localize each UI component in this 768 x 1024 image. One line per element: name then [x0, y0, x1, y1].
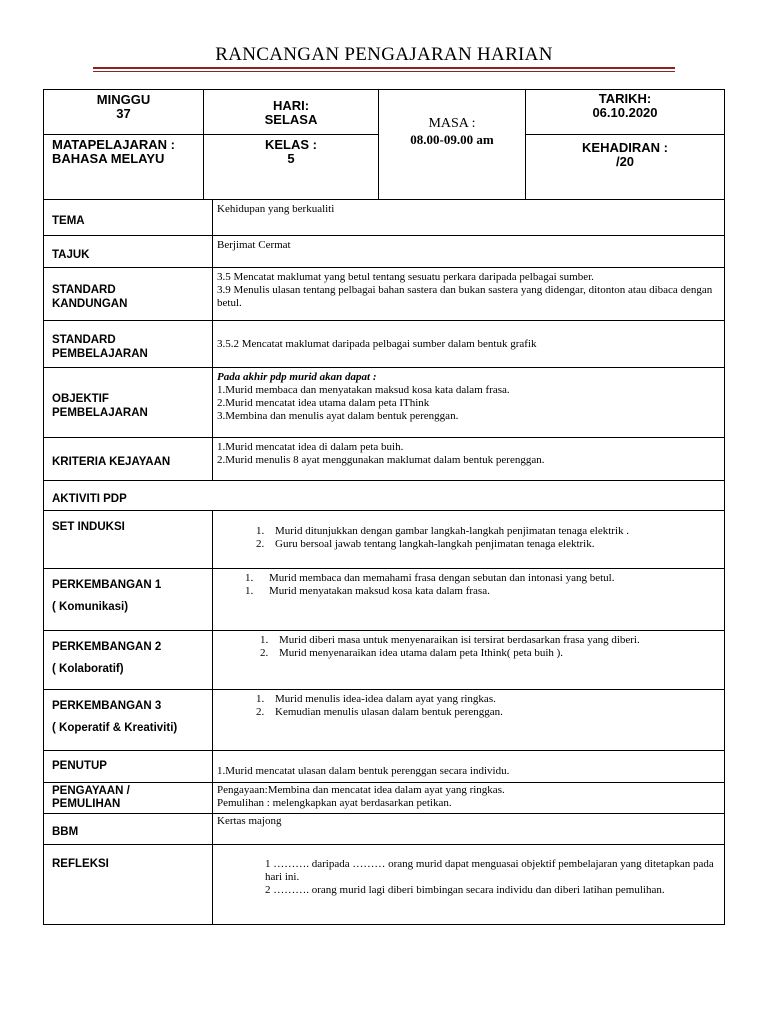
perkembangan-3-text — [213, 690, 725, 751]
refleksi-line2: 2 ………. orang murid lagi diberi bimbingan secara individu dan diberi latihan pemulihan. — [265, 884, 665, 896]
objektif-item: 1.Murid membaca dan menyatakan maksud kosa kata dalam frasa. — [217, 384, 510, 396]
refleksi-text — [213, 845, 725, 925]
list-number: 1. — [245, 572, 254, 584]
p1-subtitle: ( Komunikasi) — [52, 601, 129, 613]
p3-subtitle: ( Koperatif & Kreativiti) — [52, 722, 178, 734]
matapelajaran-cell — [43, 134, 204, 200]
masa-value: 08.00-09.00 am — [410, 132, 494, 147]
tajuk-label: TAJUK — [44, 236, 213, 268]
bbm-label: BBM — [44, 814, 213, 845]
p1-item: Murid membaca dan memahami frasa dengan sebutan dan intonasi yang betul. — [269, 572, 615, 584]
sk-line1: 3.5 Mencatat maklumat yang betul tentang sesuatu perkara daripada pelbagai sumber. — [217, 271, 594, 283]
kehadiran-cell — [525, 134, 725, 200]
tema-text: Kehidupan yang berkualiti — [213, 200, 725, 236]
objektif-item: 2.Murid mencatat idea utama dalam peta IThink — [217, 397, 430, 409]
table-row — [44, 783, 725, 814]
kelas-cell — [203, 134, 379, 200]
hari-cell — [203, 89, 379, 135]
list-item: 2. Kemudian menulis ulasan dalam bentuk perenggan. — [267, 706, 720, 719]
p3-title: PERKEMBANGAN 3 — [52, 700, 162, 712]
p2-list — [217, 634, 720, 660]
bbm-text: Kertas majong — [213, 814, 725, 845]
kriteria-label: KRITERIA KEJAYAAN — [44, 438, 213, 481]
kehadiran-value: /20 — [615, 154, 635, 169]
table-row — [44, 268, 725, 321]
penutup-text: 1.Murid mencatat ulasan dalam bentuk perenggan secara individu. — [213, 751, 725, 783]
objektif-text — [213, 368, 725, 438]
p2-subtitle: ( Kolaboratif) — [52, 663, 124, 675]
table-row — [44, 814, 725, 845]
hari-label: HARI: — [272, 98, 310, 113]
table-row — [44, 200, 725, 236]
minggu-label: MINGGU — [96, 92, 151, 107]
list-item: 1. Murid diberi masa untuk menyenaraikan isi tersirat berdasarkan frasa yang diberi. — [271, 634, 720, 647]
title-rule-thin — [93, 71, 675, 72]
p2-title: PERKEMBANGAN 2 — [52, 641, 162, 653]
refleksi-line1: 1 ………. daripada ……… orang murid dapat menguasai objektif pembelajaran yang ditetapkan pada hari ini. — [265, 858, 714, 883]
kehadiran-label: KEHADIRAN : — [582, 140, 668, 155]
perkembangan-2-text — [213, 631, 725, 690]
table-row — [44, 236, 725, 268]
perkembangan-2-label — [44, 631, 213, 690]
sk-label-line2: KANDUNGAN — [52, 298, 128, 310]
tarikh-value: 06.10.2020 — [592, 105, 658, 120]
list-item — [217, 572, 720, 585]
table-row — [44, 751, 725, 783]
table-row — [44, 631, 725, 690]
objektif-label — [44, 368, 213, 438]
table-row — [44, 438, 725, 481]
sp-label-line1: STANDARD — [52, 334, 116, 346]
page-title: RANCANGAN PENGAJARAN HARIAN — [215, 44, 553, 65]
lesson-plan-table — [43, 199, 725, 925]
list-item: 1. Murid menulis idea-idea dalam ayat yang ringkas. — [267, 693, 720, 706]
kelas-value: 5 — [287, 151, 295, 166]
perkembangan-1-text — [213, 569, 725, 631]
table-row — [44, 569, 725, 631]
minggu-cell — [43, 89, 204, 135]
objektif-heading: Pada akhir pdp murid akan dapat : — [217, 371, 377, 383]
refleksi-label: REFLEKSI — [44, 845, 213, 925]
kriteria-item: 1.Murid mencatat idea di dalam peta buih. — [217, 441, 404, 453]
table-row — [44, 481, 725, 511]
hari-value: SELASA — [264, 112, 318, 127]
standard-pembelajaran-text: 3.5.2 Mencatat maklumat daripada pelbagai sumber dalam bentuk grafik — [213, 321, 725, 368]
matapelajaran-value: BAHASA MELAYU — [52, 151, 165, 166]
list-item: 2. Guru bersoal jawab tentang langkah-langkah penjimatan tenaga elektrik. — [267, 538, 720, 551]
table-row — [44, 845, 725, 925]
obj-label-line1: OBJEKTIF — [52, 392, 109, 405]
set-induksi-label: SET INDUKSI — [44, 511, 213, 569]
sk-line2: 3.9 Menulis ulasan tentang pelbagai bahan sastera dan bukan sastera yang didengar, ditonton atau dibaca dengan betul. — [217, 284, 713, 309]
tarikh-cell — [525, 89, 725, 135]
masa-cell — [378, 89, 526, 200]
pengayaan-text — [213, 783, 725, 814]
perkembangan-3-label — [44, 690, 213, 751]
set-induksi-list — [217, 525, 720, 551]
perkembangan-1-label — [44, 569, 213, 631]
tarikh-label: TARIKH: — [598, 91, 652, 106]
objektif-item: 3.Membina dan menulis ayat dalam bentuk perenggan. — [217, 410, 459, 422]
pengayaan-label — [44, 783, 213, 814]
kelas-label: KELAS : — [265, 137, 317, 152]
sp-label-line2: PEMBELAJARAN — [52, 348, 148, 360]
p1-title: PERKEMBANGAN 1 — [52, 579, 162, 591]
penutup-label: PENUTUP — [44, 751, 213, 783]
list-item — [217, 585, 720, 598]
list-item: 1. Murid ditunjukkan dengan gambar langkah-langkah penjimatan tenaga elektrik . — [267, 525, 720, 538]
sk-label-line1: STANDARD — [52, 284, 116, 296]
aktiviti-label: AKTIVITI PDP — [44, 481, 725, 511]
pengayaan-label-line1: PENGAYAAN / — [52, 785, 130, 797]
pengayaan-line2: Pemulihan : melengkapkan ayat berdasarkan petikan. — [217, 797, 452, 809]
set-induksi-text — [213, 511, 725, 569]
pengayaan-line1: Pengayaan:Membina dan mencatat idea dalam ayat yang ringkas. — [217, 784, 505, 796]
tajuk-text: Berjimat Cermat — [213, 236, 725, 268]
table-row — [44, 321, 725, 368]
matapelajaran-label: MATAPELAJARAN : — [52, 137, 176, 152]
list-number: 1. — [245, 585, 254, 597]
standard-pembelajaran-label — [44, 321, 213, 368]
pengayaan-label-line2: PEMULIHAN — [52, 798, 121, 810]
p1-item: Murid menyatakan maksud kosa kata dalam frasa. — [269, 585, 490, 597]
table-row — [44, 368, 725, 438]
list-item: 2. Murid menyenaraikan idea utama dalam peta Ithink( peta buih ). — [271, 647, 720, 660]
p3-list — [217, 693, 720, 719]
obj-label-line2: PEMBELAJARAN — [52, 406, 148, 419]
kriteria-item: 2.Murid menulis 8 ayat menggunakan maklumat dalam bentuk perenggan. — [217, 454, 545, 466]
table-row — [44, 690, 725, 751]
title-rule-thick — [93, 67, 675, 69]
tema-label: TEMA — [44, 200, 213, 236]
kriteria-text — [213, 438, 725, 481]
standard-kandungan-label — [44, 268, 213, 321]
minggu-value: 37 — [116, 106, 131, 121]
standard-kandungan-text — [213, 268, 725, 321]
masa-label: MASA : — [428, 116, 476, 131]
table-row — [44, 511, 725, 569]
